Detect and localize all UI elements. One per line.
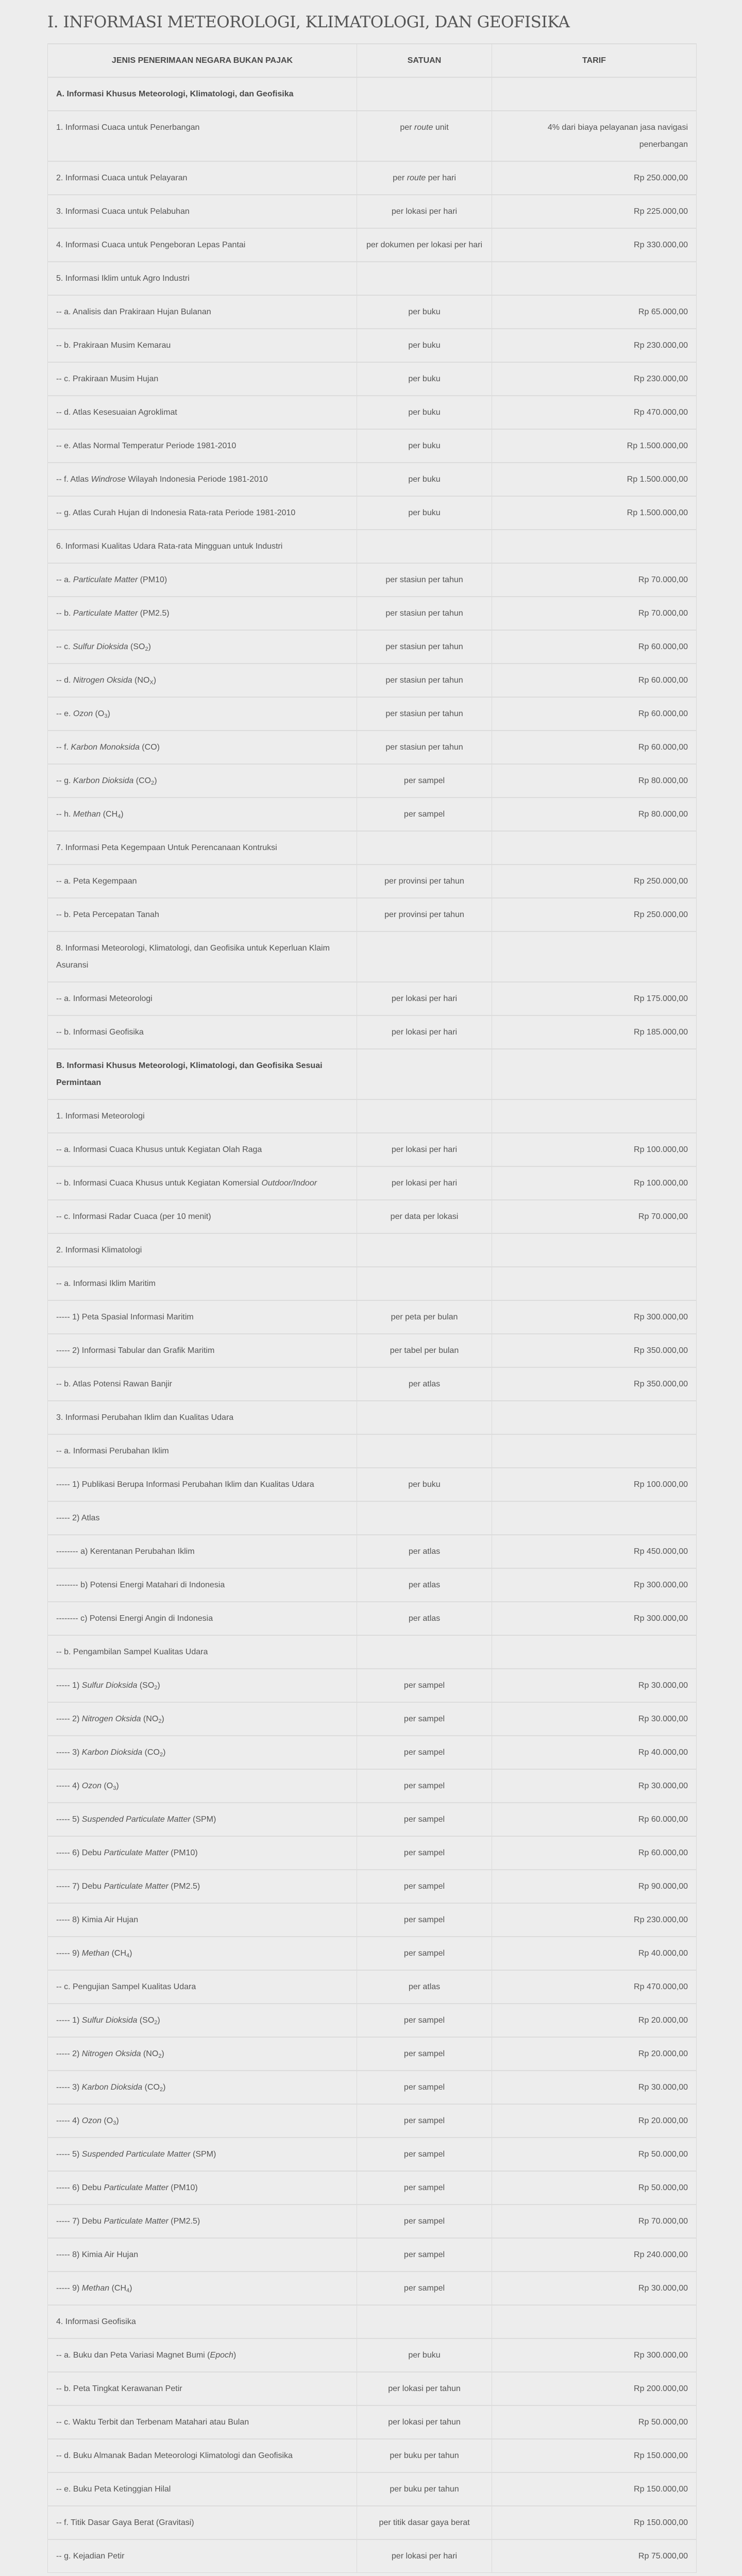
table-row (48, 1200, 697, 1233)
cell-tarif (492, 1501, 697, 1535)
table-row (48, 1903, 697, 1937)
cell-satuan: per sampel (357, 1736, 492, 1769)
cell-satuan: per lokasi per hari (357, 2539, 492, 2573)
table-header-row (48, 44, 697, 77)
cell-satuan: per lokasi per hari (357, 982, 492, 1015)
table-row (48, 329, 697, 362)
cell-tarif: Rp 150.000,00 (492, 2506, 697, 2539)
cell-satuan: per lokasi per tahun (357, 2405, 492, 2439)
table-row (48, 2004, 697, 2037)
cell-satuan (357, 2305, 492, 2338)
table-row (48, 429, 697, 463)
table-row (48, 731, 697, 764)
column-header-jenis: JENIS PENERIMAAN NEGARA BUKAN PAJAK (48, 44, 357, 77)
cell-jenis: A. Informasi Khusus Meteorologi, Klimatologi, dan Geofisika (48, 77, 357, 111)
cell-satuan: per stasiun per tahun (357, 563, 492, 597)
cell-tarif: Rp 300.000,00 (492, 1300, 697, 1334)
table-row (48, 630, 697, 664)
cell-tarif: Rp 75.000,00 (492, 2539, 697, 2573)
cell-satuan: per sampel (357, 2272, 492, 2305)
table-row (48, 2338, 697, 2372)
cell-jenis: -- d. Nitrogen Oksida $(NO_X)$ (48, 664, 357, 697)
cell-jenis: B. Informasi Khusus Meteorologi, Klimatologi, dan Geofisika Sesuai Permintaan (48, 1049, 357, 1099)
cell-tarif: Rp 175.000,00 (492, 982, 697, 1015)
table-row (48, 295, 697, 329)
cell-satuan: per sampel (357, 2004, 492, 2037)
table-row (48, 898, 697, 931)
cell-tarif: Rp 30.000,00 (492, 1702, 697, 1736)
cell-satuan (357, 530, 492, 563)
tariff-table-informasi (47, 43, 697, 2573)
cell-jenis: ----- 5) Suspended Particulate Matter (SPM) (48, 1803, 357, 1836)
cell-satuan (357, 1401, 492, 1434)
cell-tarif: Rp 70.000,00 (492, 1200, 697, 1233)
cell-jenis: ----- 1) Peta Spasial Informasi Maritim (48, 1300, 357, 1334)
table-row (48, 1133, 697, 1166)
cell-jenis: ----- 8) Kimia Air Hujan (48, 1903, 357, 1937)
table-row (48, 2539, 697, 2573)
cell-satuan (357, 1434, 492, 1468)
cell-jenis: -- b. Prakiraan Musim Kemarau (48, 329, 357, 362)
cell-tarif: Rp 20.000,00 (492, 2037, 697, 2071)
table-row (48, 1970, 697, 2004)
cell-satuan: per sampel (357, 1803, 492, 1836)
cell-tarif: Rp 225.000,00 (492, 195, 697, 228)
cell-jenis: -- g. Kejadian Petir (48, 2539, 357, 2573)
cell-jenis: ----- 2) Nitrogen Oksida $(NO_2)$ (48, 2037, 357, 2071)
table-row (48, 1300, 697, 1334)
table-row (48, 664, 697, 697)
cell-tarif (492, 1049, 697, 1099)
table-row (48, 1501, 697, 1535)
cell-jenis: -- c. Prakiraan Musim Hujan (48, 362, 357, 396)
cell-jenis: ----- 8) Kimia Air Hujan (48, 2238, 357, 2272)
table-row (48, 2305, 697, 2338)
cell-jenis: -- b. Informasi Geofisika (48, 1015, 357, 1049)
column-header-tarif: TARIF (492, 44, 697, 77)
table-row (48, 931, 697, 982)
cell-tarif: Rp 40.000,00 (492, 1736, 697, 1769)
cell-jenis: -- b. Particulate Matter (PM2.5) (48, 597, 357, 630)
table-row (48, 2238, 697, 2272)
cell-jenis: 3. Informasi Perubahan Iklim dan Kualitas Udara (48, 1401, 357, 1434)
cell-satuan: per sampel (357, 2171, 492, 2205)
cell-jenis: -- c. Sulfur Dioksida $(SO_2)$ (48, 630, 357, 664)
table-row (48, 2506, 697, 2539)
cell-satuan: per lokasi per hari (357, 1133, 492, 1166)
cell-satuan: per atlas (357, 1367, 492, 1401)
cell-jenis: -- h. Methan $(CH_4)$ (48, 798, 357, 831)
cell-tarif: Rp 230.000,00 (492, 1903, 697, 1937)
table-row (48, 2405, 697, 2439)
cell-tarif: Rp 230.000,00 (492, 329, 697, 362)
cell-satuan: per sampel (357, 1836, 492, 1870)
cell-jenis: ----- 1) Publikasi Berupa Informasi Perubahan Iklim dan Kualitas Udara (48, 1468, 357, 1501)
cell-satuan: per lokasi per hari (357, 195, 492, 228)
cell-tarif: Rp 185.000,00 (492, 1015, 697, 1049)
table-row (48, 597, 697, 630)
cell-satuan: per buku (357, 362, 492, 396)
column-header-satuan: SATUAN (357, 44, 492, 77)
table-row (48, 2439, 697, 2472)
cell-tarif: Rp 250.000,00 (492, 898, 697, 931)
table-row (48, 1836, 697, 1870)
cell-tarif: Rp 50.000,00 (492, 2405, 697, 2439)
cell-satuan: per sampel (357, 2037, 492, 2071)
cell-jenis: -- g. Atlas Curah Hujan di Indonesia Rata-rata Periode 1981-2010 (48, 496, 357, 530)
table-row (48, 161, 697, 195)
cell-satuan: per tabel per bulan (357, 1334, 492, 1367)
cell-satuan (357, 1635, 492, 1669)
cell-satuan: per buku (357, 396, 492, 429)
cell-tarif: Rp 70.000,00 (492, 2205, 697, 2238)
table-row (48, 982, 697, 1015)
cell-satuan: per atlas (357, 1602, 492, 1635)
cell-satuan (357, 931, 492, 982)
cell-satuan: per sampel (357, 1870, 492, 1903)
cell-jenis: -- c. Informasi Radar Cuaca (per 10 menit) (48, 1200, 357, 1233)
cell-tarif: Rp 450.000,00 (492, 1535, 697, 1568)
cell-tarif: Rp 60.000,00 (492, 630, 697, 664)
cell-satuan: per sampel (357, 2205, 492, 2238)
cell-tarif: Rp 20.000,00 (492, 2104, 697, 2138)
cell-jenis: -- c. Waktu Terbit dan Terbenam Matahari atau Bulan (48, 2405, 357, 2439)
cell-tarif: Rp 50.000,00 (492, 2171, 697, 2205)
cell-satuan: per sampel (357, 764, 492, 798)
cell-jenis: 2. Informasi Klimatologi (48, 1233, 357, 1267)
cell-satuan: per stasiun per tahun (357, 597, 492, 630)
cell-tarif: Rp 1.500.000,00 (492, 429, 697, 463)
cell-jenis: -- e. Atlas Normal Temperatur Periode 1981-2010 (48, 429, 357, 463)
cell-jenis: -------- b) Potensi Energi Matahari di Indonesia (48, 1568, 357, 1602)
cell-jenis: -- a. Informasi Iklim Maritim (48, 1267, 357, 1300)
cell-jenis: ----- 2) Atlas (48, 1501, 357, 1535)
cell-jenis: ----- 4) Ozon $(O_3)$ (48, 1769, 357, 1803)
cell-tarif: Rp 30.000,00 (492, 1669, 697, 1702)
cell-jenis: -- f. Karbon Monoksida (CO) (48, 731, 357, 764)
table-row (48, 1267, 697, 1300)
cell-jenis: -- a. Particulate Matter (PM10) (48, 563, 357, 597)
cell-satuan: per provinsi per tahun (357, 898, 492, 931)
table-row (48, 1468, 697, 1501)
cell-jenis: -- g. Karbon Dioksida $(CO_2)$ (48, 764, 357, 798)
cell-satuan: per buku per tahun (357, 2439, 492, 2472)
cell-satuan: per sampel (357, 2071, 492, 2104)
cell-jenis: 7. Informasi Peta Kegempaan Untuk Perencanaan Kontruksi (48, 831, 357, 865)
cell-tarif: Rp 30.000,00 (492, 2272, 697, 2305)
cell-tarif (492, 1401, 697, 1434)
cell-satuan: per sampel (357, 2138, 492, 2171)
cell-tarif: Rp 70.000,00 (492, 597, 697, 630)
cell-jenis: -- f. Titik Dasar Gaya Berat (Gravitasi) (48, 2506, 357, 2539)
cell-satuan: per stasiun per tahun (357, 731, 492, 764)
cell-satuan: per stasiun per tahun (357, 697, 492, 731)
cell-satuan (357, 262, 492, 295)
cell-jenis: -- f. Atlas Windrose Wilayah Indonesia Periode 1981-2010 (48, 463, 357, 496)
cell-tarif (492, 931, 697, 982)
table-row (48, 530, 697, 563)
cell-satuan: per buku (357, 295, 492, 329)
cell-satuan: per buku (357, 429, 492, 463)
cell-tarif: Rp 470.000,00 (492, 1970, 697, 2004)
table-row (48, 798, 697, 831)
cell-satuan: per sampel (357, 2104, 492, 2138)
cell-satuan: per sampel (357, 1702, 492, 1736)
cell-tarif: Rp 1.500.000,00 (492, 463, 697, 496)
cell-tarif (492, 77, 697, 111)
cell-jenis: 2. Informasi Cuaca untuk Pelayaran (48, 161, 357, 195)
cell-tarif: Rp 60.000,00 (492, 664, 697, 697)
cell-tarif: Rp 300.000,00 (492, 2338, 697, 2372)
cell-jenis: 6. Informasi Kualitas Udara Rata-rata Mingguan untuk Industri (48, 530, 357, 563)
cell-satuan: per dokumen per lokasi per hari (357, 228, 492, 262)
cell-tarif: Rp 1.500.000,00 (492, 496, 697, 530)
cell-tarif (492, 1233, 697, 1267)
cell-jenis: 3. Informasi Cuaca untuk Pelabuhan (48, 195, 357, 228)
cell-jenis: ----- 2) Informasi Tabular dan Grafik Maritim (48, 1334, 357, 1367)
cell-tarif: Rp 240.000,00 (492, 2238, 697, 2272)
table-row (48, 195, 697, 228)
cell-tarif: Rp 30.000,00 (492, 1769, 697, 1803)
table-row (48, 396, 697, 429)
cell-jenis: -- a. Informasi Cuaca Khusus untuk Kegiatan Olah Raga (48, 1133, 357, 1166)
cell-jenis: ----- 9) Methan $(CH_4)$ (48, 2272, 357, 2305)
cell-jenis: -- a. Informasi Perubahan Iklim (48, 1434, 357, 1468)
table-row (48, 1535, 697, 1568)
cell-jenis: -------- c) Potensi Energi Angin di Indonesia (48, 1602, 357, 1635)
table-row (48, 2104, 697, 2138)
cell-tarif: Rp 70.000,00 (492, 563, 697, 597)
cell-satuan: per route unit (357, 111, 492, 161)
table-row (48, 764, 697, 798)
cell-jenis: -------- a) Kerentanan Perubahan Iklim (48, 1535, 357, 1568)
cell-jenis: ----- 6) Debu Particulate Matter (PM10) (48, 1836, 357, 1870)
cell-tarif (492, 1635, 697, 1669)
cell-satuan: per sampel (357, 1669, 492, 1702)
cell-tarif: Rp 470.000,00 (492, 396, 697, 429)
cell-tarif: Rp 230.000,00 (492, 362, 697, 396)
cell-satuan: per data per lokasi (357, 1200, 492, 1233)
cell-satuan: per atlas (357, 1535, 492, 1568)
cell-jenis: -- b. Peta Tingkat Kerawanan Petir (48, 2372, 357, 2405)
cell-tarif: Rp 20.000,00 (492, 2004, 697, 2037)
table-row (48, 1669, 697, 1702)
table-row (48, 1568, 697, 1602)
cell-tarif (492, 1267, 697, 1300)
table-row (48, 1803, 697, 1836)
table-row (48, 1870, 697, 1903)
table-row (48, 1166, 697, 1200)
cell-tarif: Rp 100.000,00 (492, 1133, 697, 1166)
cell-satuan: per titik dasar gaya berat (357, 2506, 492, 2539)
cell-tarif (492, 1434, 697, 1468)
cell-tarif: Rp 200.000,00 (492, 2372, 697, 2405)
cell-tarif: Rp 80.000,00 (492, 798, 697, 831)
table-row (48, 2037, 697, 2071)
table-row (48, 1635, 697, 1669)
cell-tarif: Rp 330.000,00 (492, 228, 697, 262)
table-group-row (48, 1049, 697, 1099)
table-row (48, 1233, 697, 1267)
cell-jenis: -- b. Pengambilan Sampel Kualitas Udara (48, 1635, 357, 1669)
cell-tarif: Rp 150.000,00 (492, 2439, 697, 2472)
cell-satuan (357, 831, 492, 865)
cell-satuan (357, 1267, 492, 1300)
cell-satuan: per buku per tahun (357, 2472, 492, 2506)
cell-jenis: 5. Informasi Iklim untuk Agro Industri (48, 262, 357, 295)
cell-tarif (492, 262, 697, 295)
cell-satuan: per sampel (357, 1903, 492, 1937)
cell-satuan: per lokasi per hari (357, 1015, 492, 1049)
cell-satuan: per sampel (357, 1937, 492, 1970)
table-row (48, 111, 697, 161)
cell-tarif (492, 1099, 697, 1133)
cell-jenis: ----- 3) Karbon Dioksida $(CO_2)$ (48, 1736, 357, 1769)
cell-jenis: ----- 7) Debu Particulate Matter (PM2.5) (48, 1870, 357, 1903)
cell-tarif: Rp 60.000,00 (492, 1836, 697, 1870)
cell-jenis: ----- 1) Sulfur Dioksida $(SO_2)$ (48, 2004, 357, 2037)
cell-satuan (357, 1099, 492, 1133)
cell-tarif: Rp 350.000,00 (492, 1334, 697, 1367)
cell-jenis: 1. Informasi Meteorologi (48, 1099, 357, 1133)
table-row (48, 1736, 697, 1769)
cell-jenis: -- c. Pengujian Sampel Kualitas Udara (48, 1970, 357, 2004)
cell-jenis: 4. Informasi Geofisika (48, 2305, 357, 2338)
cell-tarif: Rp 250.000,00 (492, 161, 697, 195)
cell-jenis: -- b. Peta Percepatan Tanah (48, 898, 357, 931)
table-row (48, 1434, 697, 1468)
cell-tarif: Rp 350.000,00 (492, 1367, 697, 1401)
table-row (48, 2372, 697, 2405)
cell-satuan: per sampel (357, 2238, 492, 2272)
cell-tarif: Rp 300.000,00 (492, 1602, 697, 1635)
cell-tarif: Rp 80.000,00 (492, 764, 697, 798)
cell-tarif: Rp 60.000,00 (492, 697, 697, 731)
table-row (48, 2205, 697, 2238)
cell-satuan (357, 1049, 492, 1099)
cell-tarif: Rp 250.000,00 (492, 865, 697, 898)
cell-satuan: per stasiun per tahun (357, 664, 492, 697)
cell-jenis: -- e. Ozon $(O_3)$ (48, 697, 357, 731)
table-row (48, 563, 697, 597)
table-row (48, 1367, 697, 1401)
cell-jenis: 4. Informasi Cuaca untuk Pengeboran Lepas Pantai (48, 228, 357, 262)
cell-satuan (357, 1501, 492, 1535)
table-row (48, 2272, 697, 2305)
cell-satuan: per buku (357, 496, 492, 530)
cell-satuan (357, 1233, 492, 1267)
cell-tarif: Rp 60.000,00 (492, 731, 697, 764)
table-row (48, 2171, 697, 2205)
cell-satuan: per lokasi per hari (357, 1166, 492, 1200)
cell-jenis: -- e. Buku Peta Ketinggian Hilal (48, 2472, 357, 2506)
cell-jenis: -- d. Atlas Kesesuaian Agroklimat (48, 396, 357, 429)
table-row (48, 697, 697, 731)
table-row (48, 1702, 697, 1736)
cell-jenis: ----- 5) Suspended Particulate Matter (SPM) (48, 2138, 357, 2171)
cell-jenis: ----- 7) Debu Particulate Matter (PM2.5) (48, 2205, 357, 2238)
cell-satuan: per stasiun per tahun (357, 630, 492, 664)
cell-satuan: per sampel (357, 798, 492, 831)
table-group-row (48, 77, 697, 111)
cell-satuan: per buku (357, 2338, 492, 2372)
cell-tarif (492, 831, 697, 865)
cell-jenis: -- b. Atlas Potensi Rawan Banjir (48, 1367, 357, 1401)
cell-tarif: Rp 40.000,00 (492, 1937, 697, 1970)
cell-tarif: Rp 60.000,00 (492, 1803, 697, 1836)
cell-jenis: ----- 3) Karbon Dioksida $(CO_2)$ (48, 2071, 357, 2104)
cell-tarif: 4% dari biaya pelayanan jasa navigasi penerbangan (492, 111, 697, 161)
cell-satuan: per peta per bulan (357, 1300, 492, 1334)
table-row (48, 2071, 697, 2104)
cell-jenis: -- b. Informasi Cuaca Khusus untuk Kegiatan Komersial Outdoor/Indoor (48, 1166, 357, 1200)
table-row (48, 865, 697, 898)
cell-satuan: per atlas (357, 1568, 492, 1602)
cell-tarif: Rp 30.000,00 (492, 2071, 697, 2104)
cell-tarif: Rp 50.000,00 (492, 2138, 697, 2171)
cell-jenis: -- a. Peta Kegempaan (48, 865, 357, 898)
table-body (48, 77, 697, 2573)
table-row (48, 463, 697, 496)
table-row (48, 1937, 697, 1970)
table-row (48, 1602, 697, 1635)
table-row (48, 362, 697, 396)
cell-satuan: per sampel (357, 1769, 492, 1803)
cell-jenis: -- d. Buku Almanak Badan Meteorologi Klimatologi dan Geofisika (48, 2439, 357, 2472)
table-row (48, 1769, 697, 1803)
cell-tarif (492, 530, 697, 563)
cell-jenis: 8. Informasi Meteorologi, Klimatologi, dan Geofisika untuk Keperluan Klaim Asuransi (48, 931, 357, 982)
cell-satuan: per route per hari (357, 161, 492, 195)
table-row (48, 1099, 697, 1133)
section-title: I. INFORMASI METEOROLOGI, KLIMATOLOGI, DAN GEOFISIKA (47, 13, 570, 31)
table-row (48, 2138, 697, 2171)
cell-satuan: per buku (357, 1468, 492, 1501)
cell-jenis: ----- 1) Sulfur Dioksida $(SO_2)$ (48, 1669, 357, 1702)
cell-satuan (357, 77, 492, 111)
cell-tarif: Rp 150.000,00 (492, 2472, 697, 2506)
cell-tarif: Rp 65.000,00 (492, 295, 697, 329)
cell-jenis: ----- 6) Debu Particulate Matter (PM10) (48, 2171, 357, 2205)
table-row (48, 496, 697, 530)
table-row (48, 1401, 697, 1434)
cell-satuan: per atlas (357, 1970, 492, 2004)
table-row (48, 228, 697, 262)
cell-jenis: ----- 9) Methan $(CH_4)$ (48, 1937, 357, 1970)
cell-jenis: -- a. Informasi Meteorologi (48, 982, 357, 1015)
cell-jenis: -- a. Analisis dan Prakiraan Hujan Bulanan (48, 295, 357, 329)
cell-jenis: ----- 4) Ozon $(O_3)$ (48, 2104, 357, 2138)
table-row (48, 262, 697, 295)
table-row (48, 1334, 697, 1367)
cell-jenis: 1. Informasi Cuaca untuk Penerbangan (48, 111, 357, 161)
table-row (48, 1015, 697, 1049)
cell-jenis: ----- 2) Nitrogen Oksida $(NO_2)$ (48, 1702, 357, 1736)
cell-tarif (492, 2305, 697, 2338)
cell-tarif: Rp 300.000,00 (492, 1568, 697, 1602)
table-row (48, 831, 697, 865)
cell-jenis: -- a. Buku dan Peta Variasi Magnet Bumi (Epoch) (48, 2338, 357, 2372)
cell-tarif: Rp 90.000,00 (492, 1870, 697, 1903)
cell-tarif: Rp 100.000,00 (492, 1166, 697, 1200)
cell-satuan: per lokasi per tahun (357, 2372, 492, 2405)
cell-satuan: per buku (357, 329, 492, 362)
cell-tarif: Rp 100.000,00 (492, 1468, 697, 1501)
cell-satuan: per provinsi per tahun (357, 865, 492, 898)
cell-satuan: per buku (357, 463, 492, 496)
table-row (48, 2472, 697, 2506)
